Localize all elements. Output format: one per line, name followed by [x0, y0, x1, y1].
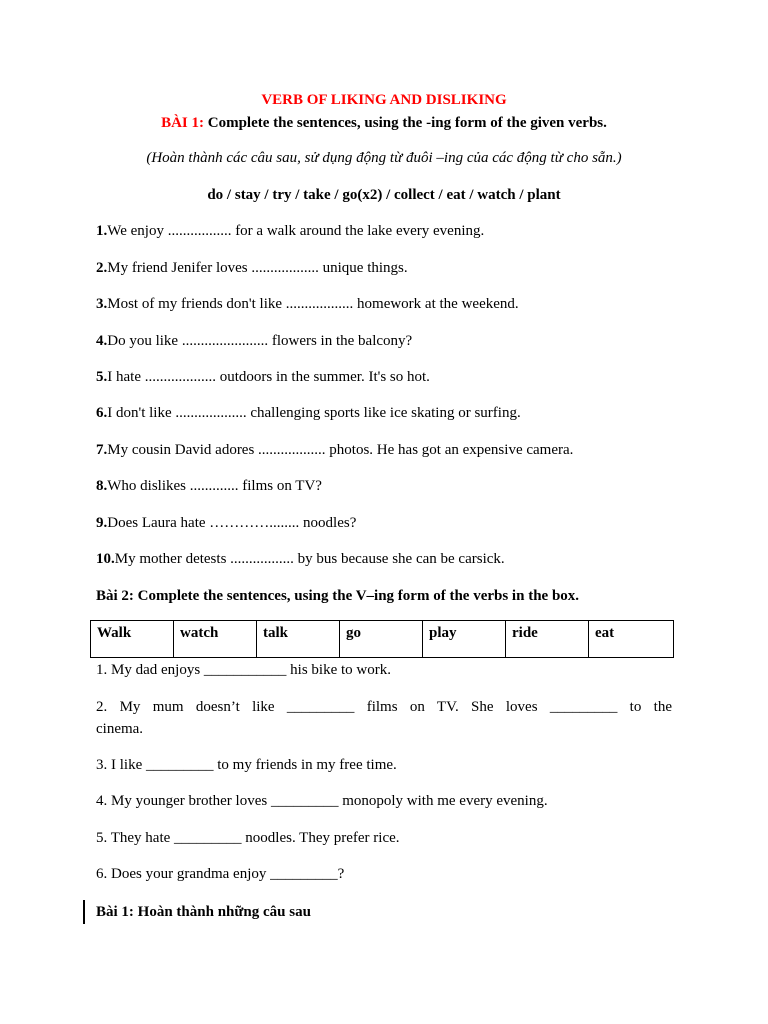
question-number: 7.: [96, 442, 108, 458]
exercise-2-sentence-6: 6. Does your grandma enjoy _________?: [96, 866, 345, 882]
exercise-2-sentence-5: 5. They hate _________ noodles. They prefer rice.: [96, 830, 400, 846]
exercise-1-subtitle: (Hoàn thành các câu sau, sử dụng động từ đuôi –ing của các động từ cho sẵn.): [146, 150, 622, 166]
exercise-2-sentence-1: 1. My dad enjoys ___________ his bike to work.: [96, 662, 391, 678]
question-3: [96, 296, 519, 313]
question-text: My friend Jenifer loves .................. unique things.: [107, 260, 408, 276]
verb-box-cell: ride: [506, 621, 589, 658]
verb-box-cell: play: [423, 621, 506, 658]
exercise-2-heading: Bài 2: Complete the sentences, using the V–ing form of the verbs in the box.: [96, 588, 580, 604]
question-number: 3.: [96, 296, 108, 312]
question-number: 2.: [96, 260, 108, 276]
question-2: [96, 260, 408, 277]
question-text: I don't like ................... challenging sports like ice skating or surfing.: [107, 405, 521, 421]
text-cursor-bar: [83, 900, 85, 924]
verb-box-cell: talk: [257, 621, 340, 658]
question-text: My mother detests ................. by bus because she can be carsick.: [114, 551, 505, 567]
exercise-2-sentence-2-cont: cinema.: [96, 721, 144, 737]
exercise-1-label: BÀI 1:: [161, 115, 205, 131]
question-text: Most of my friends don't like .................. homework at the weekend.: [107, 296, 519, 312]
question-number: 9.: [96, 515, 108, 531]
question-number: 1.: [96, 223, 108, 239]
exercise-2-sentence-3: 3. I like _________ to my friends in my free time.: [96, 757, 397, 773]
next-section-heading: [96, 904, 311, 921]
question-8: [96, 478, 322, 495]
next-section-text: Bài 1: Hoàn thành những câu sau: [96, 904, 311, 920]
exercise-2-sentence-4: 4. My younger brother loves _________ monopoly with me every evening.: [96, 793, 548, 809]
question-10: [96, 551, 505, 568]
question-text: Does Laura hate …………........ noodles?: [107, 515, 357, 531]
exercise-2-sentence-2: 2. My mum doesn’t like _________ films on TV. She loves _________ to the: [96, 699, 672, 715]
verb-word-list: do / stay / try / take / go(x2) / collect / eat / watch / plant: [207, 187, 561, 203]
question-text: Do you like ....................... flowers in the balcony?: [107, 333, 413, 349]
question-number: 8.: [96, 478, 108, 494]
exercise-1-heading: [0, 115, 768, 132]
exercise-1-instruction: Complete the sentences, using the -ing form of the given verbs.: [204, 115, 607, 131]
verb-box-cell: eat: [589, 621, 674, 658]
page-title: VERB OF LIKING AND DISLIKING: [261, 92, 507, 108]
question-4: [96, 333, 412, 350]
question-9: [96, 515, 356, 532]
question-text: Who dislikes ............. films on TV?: [107, 478, 322, 494]
question-number: 10.: [96, 551, 115, 567]
verb-box-cell: Walk: [91, 621, 174, 658]
question-1: [96, 223, 484, 240]
question-text: My cousin David adores .................. photos. He has got an expensive camera.: [107, 442, 574, 458]
question-text: I hate ................... outdoors in the summer. It's so hot.: [107, 369, 430, 385]
question-5: [96, 369, 430, 386]
question-7: [96, 442, 573, 459]
question-6: [96, 405, 521, 422]
question-number: 4.: [96, 333, 108, 349]
question-text: We enjoy ................. for a walk around the lake every evening.: [107, 223, 485, 239]
question-number: 6.: [96, 405, 108, 421]
question-number: 5.: [96, 369, 108, 385]
verb-box-table: [90, 620, 674, 658]
verb-box-cell: watch: [174, 621, 257, 658]
verb-box-cell: go: [340, 621, 423, 658]
